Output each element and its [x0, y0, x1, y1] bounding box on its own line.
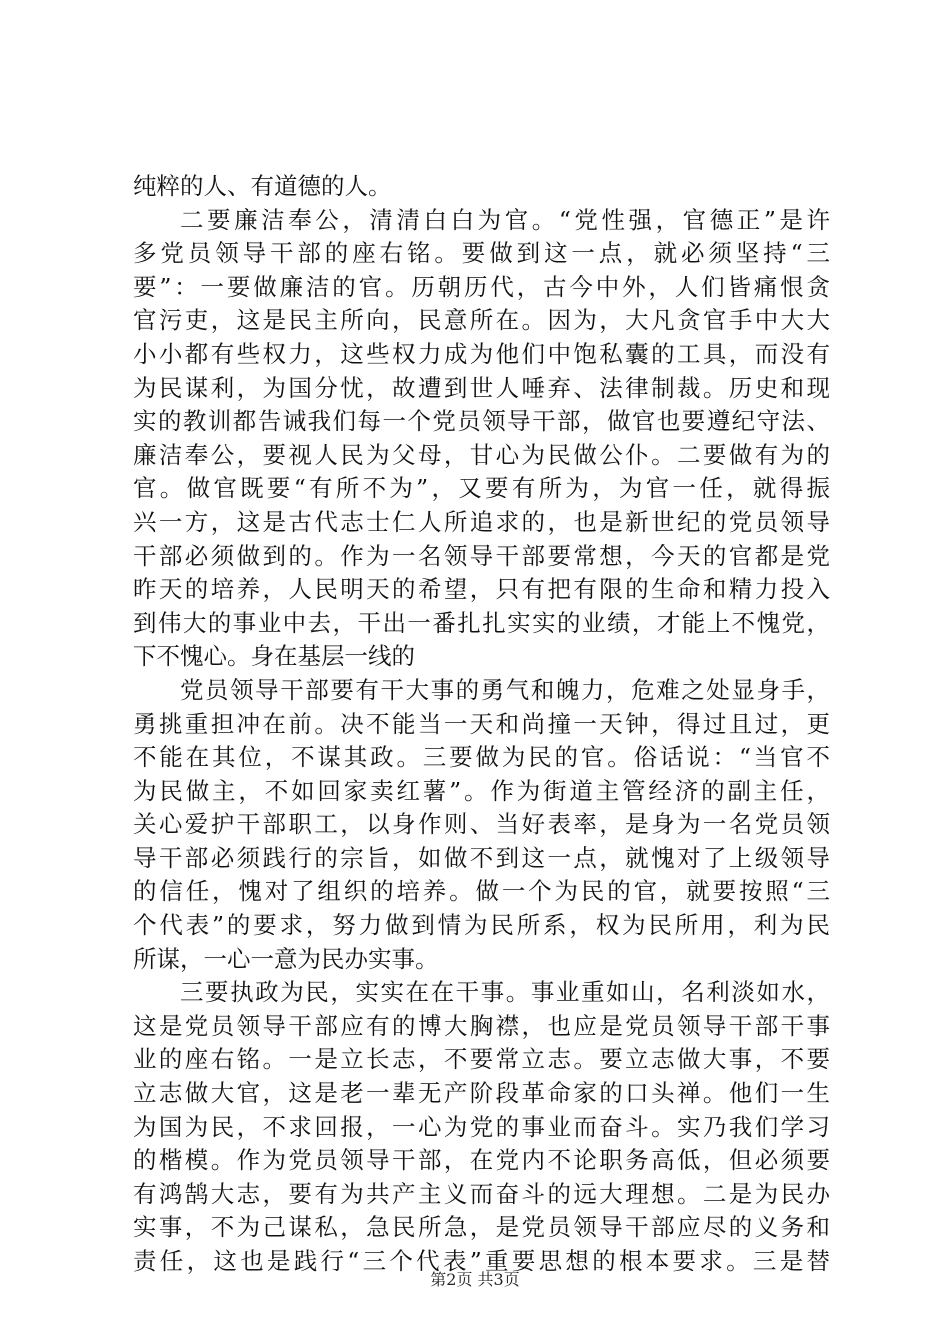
- text-line: 关心爱护干部职工，以身作则、当好表率，是身为一名党员领: [133, 810, 830, 839]
- text-line: 昨天的培养，人民明天的希望，只有把有限的生命和精力投入: [133, 575, 830, 604]
- text-line: 官。做官既要“有所不为”，又要有所为，为官一任，就得振: [133, 474, 830, 503]
- text-line: 立志做大官，这是老一辈无产阶段革命家的口头禅。他们一生: [133, 1079, 830, 1108]
- text-line: 二要廉洁奉公，清清白白为官。“党性强，官德正”是许: [180, 205, 830, 234]
- text-line: 实事，不为己谋私，急民所急，是党员领导干部应尽的义务和: [133, 1213, 830, 1242]
- text-line: 为民做主，不如回家卖红薯”。作为街道主管经济的副主任，: [133, 776, 830, 805]
- page-footer: 第2页 共3页: [430, 1270, 520, 1289]
- text-line: 导干部必须践行的宗旨，如做不到这一点，就愧对了上级领导: [133, 843, 830, 872]
- text-line: 业的座右铭。一是立长志，不要常立志。要立志做大事，不要: [133, 1045, 830, 1074]
- text-line: 兴一方，这是古代志士仁人所追求的，也是新世纪的党员领导: [133, 507, 830, 536]
- text-line: 要”：一要做廉洁的官。历朝历代，古今中外，人们皆痛恨贪: [133, 272, 830, 301]
- text-line: 个代表”的要求，努力做到情为民所系，权为民所用，利为民: [133, 911, 830, 940]
- text-line: 干部必须做到的。作为一名领导干部要常想，今天的官都是党: [133, 541, 830, 570]
- text-line: 有鸿鹄大志，要有为共产主义而奋斗的远大理想。二是为民办: [133, 1179, 830, 1208]
- text-line: 所谋，一心一意为民办实事。: [133, 944, 439, 973]
- text-line: 到伟大的事业中去，干出一番扎扎实实的业绩，才能上不愧党，: [133, 608, 830, 637]
- text-line: 三要执政为民，实实在在干事。事业重如山，名利淡如水，: [180, 978, 830, 1007]
- text-line: 实的教训都告诫我们每一个党员领导干部，做官也要遵纪守法、: [133, 407, 830, 436]
- text-line: 为民谋利，为国分忧，故遭到世人唾弃、法律制裁。历史和现: [133, 373, 830, 402]
- text-line: 党员领导干部要有干大事的勇气和魄力，危难之处显身手，: [180, 675, 830, 704]
- body-text: [133, 170, 830, 1279]
- text-line: 为国为民，不求回报，一心为党的事业而奋斗。实乃我们学习: [133, 1112, 830, 1141]
- text-line: 小小都有些权力，这些权力成为他们中饱私囊的工具，而没有: [133, 339, 830, 368]
- text-line: 廉洁奉公，要视人民为父母，甘心为民做公仆。二要做有为的: [133, 440, 830, 469]
- text-line: 的信任，愧对了组织的培养。做一个为民的官，就要按照“三: [133, 877, 830, 906]
- text-line: 下不愧心。身在基层一线的: [133, 642, 415, 671]
- text-line: 勇挑重担冲在前。决不能当一天和尚撞一天钟，得过且过，更: [133, 709, 830, 738]
- text-line: 不能在其位，不谋其政。三要做为民的官。俗话说：“当官不: [133, 743, 830, 772]
- text-line: 责任，这也是践行“三个代表”重要思想的根本要求。三是替: [133, 1247, 830, 1275]
- text-line: 的楷模。作为党员领导干部，在党内不论职务高低，但必须要: [133, 1146, 830, 1175]
- text-line: 多党员领导干部的座右铭。要做到这一点，就必须坚持“三: [133, 239, 830, 268]
- text-line: 纯粹的人、有道德的人。: [133, 172, 392, 200]
- text-line: 官污吏，这是民主所向，民意所在。因为，大凡贪官手中大大: [133, 306, 830, 335]
- text-line: 这是党员领导干部应有的博大胸襟，也应是党员领导干部干事: [133, 1011, 830, 1040]
